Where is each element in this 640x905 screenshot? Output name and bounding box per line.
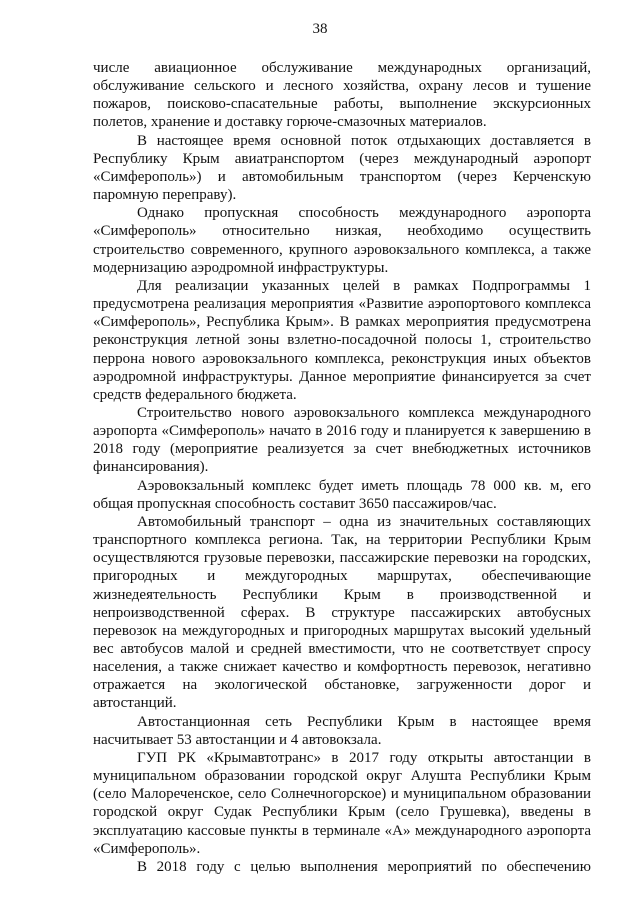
paragraph-bus-station-network: Автостанционная сеть Республики Крым в настоящее время насчитывает 53 автостанции и 4 автовокзала. <box>93 713 591 748</box>
body-text <box>93 59 591 876</box>
paragraph-road-transport: Автомобильный транспорт – одна из значительных составляющих транспортного комплекса региона. Так, на территории Республики Крым осуществляются грузовые перевозки, пассажирские перевозки на городских, пригородных и междугородных маршрутах, обеспечивающие жизнедеятельность Республики Крым в производственной и непроизводственной сферах. В структуре пассажирских автобусных перевозок на междугородных и пригородных маршрутах высокий удельный вес автобусов малой и средней вместимости, что не соответствует спросу населения, а также снижает качество и комфортность перевозок, негативно отражается на экологической обстановке, загруженности дорог и автостанций. <box>93 513 591 712</box>
page-number: 38 <box>312 21 328 37</box>
paragraph-tourist-flow: В настоящее время основной поток отдыхающих доставляется в Республику Крым авиатранспортом (через международный аэропорт «Симферополь») и автомобильным транспортом (через Керченскую паромную переправу). <box>93 132 591 204</box>
paragraph-2018-measures: В 2018 году с целью выполнения мероприятий по обеспечению <box>137 858 591 875</box>
paragraph-airport-capacity: Однако пропускная способность международного аэропорта «Симферополь» относительно низкая, необходимо осуществить строительство современного, крупного аэровокзального комплекса, а также модернизацию аэродромной инфраструктуры. <box>93 205 591 276</box>
paragraph-krymavtotrans: ГУП РК «Крымавтотранс» в 2017 году открыты автостанции в муниципальном образовании городской округ Алушта Республики Крым (село Малореченское, село Солнечногорское) и муниципальном образовании городской округ Судак Республики Крым (село Грушевка), введены в эксплуатацию кассовые пункты в терминале «А» международного аэропорта «Симферополь». <box>93 749 591 857</box>
paragraph-continuation-aviation-services: числе авиационное обслуживание международных организаций, обслуживание сельского и лесного хозяйства, охрану лесов и тушение пожаров, поисково-спасательные работы, выполнение экскурсионных полетов, хранение и доставку горюче-смазочных материалов. <box>93 60 591 131</box>
paragraph-subprogram-1: Для реализации указанных целей в рамках Подпрограммы 1 предусмотрена реализация мероприятия «Развитие аэропортового комплекса «Симферополь», Республика Крым». В рамках мероприятия предусмотрена реконструкция летной зоны взлетно-посадочной полосы 1, строительство перрона нового аэровокзального комплекса, реконструкция иных объектов аэродромной инфраструктуры. Данное мероприятие финансируется за счет средств федерального бюджета. <box>93 277 591 403</box>
paragraph-new-terminal-construction: Строительство нового аэровокзального комплекса международного аэропорта «Симферополь» начато в 2016 году и планируется к завершению в 2018 году (мероприятие реализуется за счет внебюджетных источников финансирования). <box>93 404 591 476</box>
paragraph-terminal-area: Аэровокзальный комплекс будет иметь площадь 78 000 кв. м, его общая пропускная способность составит 3650 пассажиров/час. <box>93 477 591 512</box>
